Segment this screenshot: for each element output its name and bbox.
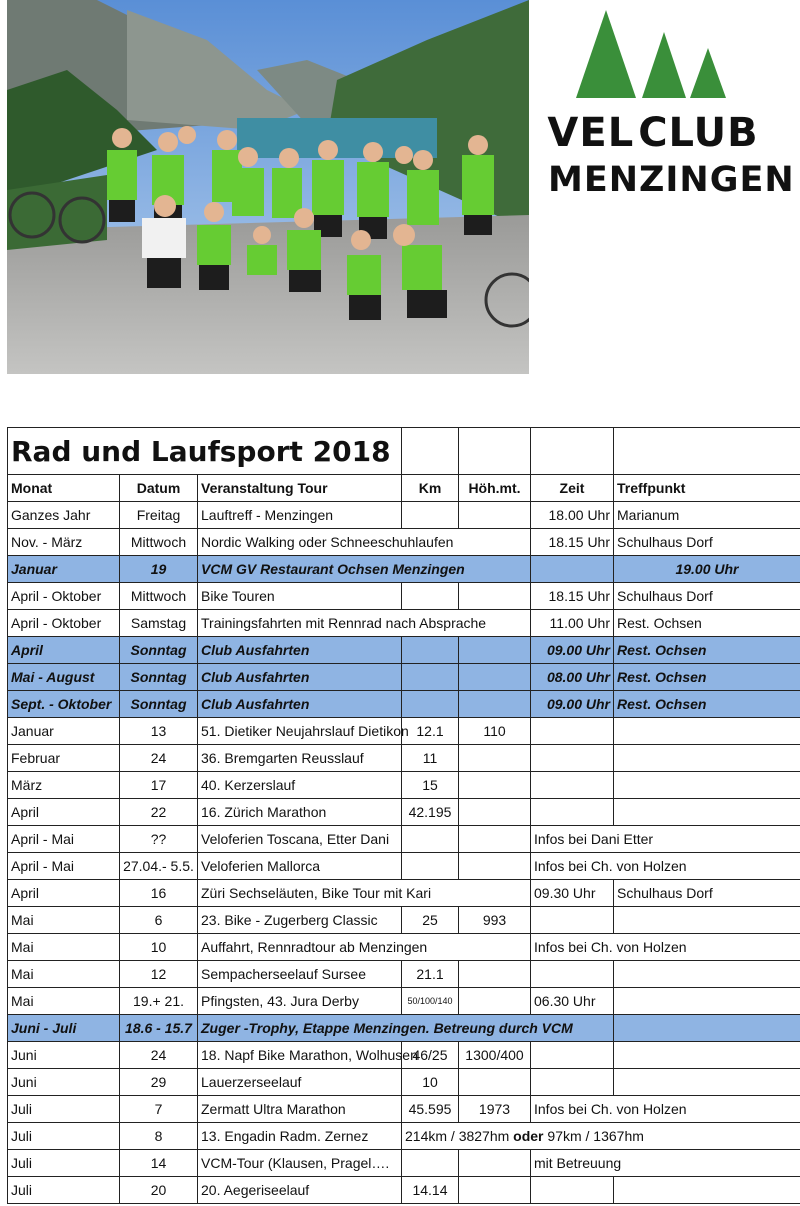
cell-info: Infos bei Ch. von Holzen	[531, 853, 800, 880]
cell-datum: 13	[120, 718, 198, 745]
table-title: Rad und Laufsport 2018	[8, 428, 402, 475]
cell-datum: 14	[120, 1150, 198, 1177]
cell-monat: Januar	[8, 718, 120, 745]
cell-hoehe	[459, 502, 531, 529]
cell-km: 10	[402, 1069, 459, 1096]
logo-line-1	[548, 110, 758, 156]
header-tour: Veranstaltung Tour	[198, 475, 402, 502]
cell-info: Infos bei Ch. von Holzen	[531, 934, 800, 961]
empty-cell	[614, 428, 800, 475]
cell-km	[402, 583, 459, 610]
cell-datum: 19.+ 21.	[120, 988, 198, 1015]
cell-datum: 20	[120, 1177, 198, 1204]
cell-treffpunkt: Rest. Ochsen	[614, 691, 800, 718]
cell-hoehe: 110	[459, 718, 531, 745]
cell-monat: April - Mai	[8, 826, 120, 853]
table-row-highlight	[8, 637, 800, 664]
cell-km: 14.14	[402, 1177, 459, 1204]
cell-zeit	[531, 799, 614, 826]
cell-hoehe: 1973	[459, 1096, 531, 1123]
cell-tour: Bike Touren	[198, 583, 402, 610]
cell-datum: 19	[120, 556, 198, 583]
cell-monat: Juli	[8, 1123, 120, 1150]
table-row	[8, 1123, 800, 1150]
cell-zeit	[531, 907, 614, 934]
cell-hoehe	[459, 1150, 531, 1177]
cell-hoehe	[459, 745, 531, 772]
logo-text-menzingen: MENZINGEN	[548, 160, 795, 200]
cell-treffpunkt: Rest. Ochsen	[614, 664, 800, 691]
cell-monat: Ganzes Jahr	[8, 502, 120, 529]
cell-monat: April	[8, 880, 120, 907]
empty-cell	[531, 428, 614, 475]
cell-tour: VCM GV Restaurant Ochsen Menzingen	[198, 556, 531, 583]
cell-datum: 27.04.- 5.5.	[120, 853, 198, 880]
cell-treffpunkt: Schulhaus Dorf	[614, 880, 800, 907]
cell-tour: 13. Engadin Radm. Zernez	[198, 1123, 402, 1150]
table-row	[8, 1096, 800, 1123]
tree-triangles-icon	[576, 10, 756, 98]
cell-tour: Pfingsten, 43. Jura Derby	[198, 988, 402, 1015]
cell-treffpunkt	[614, 907, 800, 934]
empty-cell	[402, 428, 459, 475]
header-hoehe: Höh.mt.	[459, 475, 531, 502]
cell-zeit: 06.30 Uhr	[531, 988, 614, 1015]
cell-monat: Mai	[8, 961, 120, 988]
cell-monat: Juni - Juli	[8, 1015, 120, 1042]
logo-text-club: CLUB	[638, 110, 759, 156]
cell-treffpunkt	[614, 1015, 800, 1042]
cell-datum: Mittwoch	[120, 583, 198, 610]
cell-zeit: 08.00 Uhr	[531, 664, 614, 691]
table-row	[8, 718, 800, 745]
cell-hoehe	[459, 664, 531, 691]
cell-datum: 8	[120, 1123, 198, 1150]
table-row	[8, 826, 800, 853]
cell-treffpunkt	[614, 718, 800, 745]
cell-treffpunkt	[614, 1177, 800, 1204]
cell-zeit: 18.15 Uhr	[531, 529, 614, 556]
cell-info: Infos bei Dani Etter	[531, 826, 800, 853]
cell-zeit: 09.30 Uhr	[531, 880, 614, 907]
cell-datum: 12	[120, 961, 198, 988]
cell-hoehe	[459, 988, 531, 1015]
cell-hoehe: 1300/400	[459, 1042, 531, 1069]
cell-tour: 20. Aegeriseelauf	[198, 1177, 402, 1204]
cell-tour: Veloferien Toscana, Etter Dani	[198, 826, 402, 853]
table-row	[8, 1042, 800, 1069]
cell-treffpunkt	[614, 772, 800, 799]
cell-km	[402, 1150, 459, 1177]
cell-km	[402, 691, 459, 718]
cell-tour: VCM-Tour (Klausen, Pragel….	[198, 1150, 402, 1177]
cell-zeit	[531, 1177, 614, 1204]
cell-datum: 24	[120, 1042, 198, 1069]
cell-monat: Juni	[8, 1069, 120, 1096]
cell-zeit	[531, 718, 614, 745]
cell-zeit: 11.00 Uhr	[531, 610, 614, 637]
header-zeit: Zeit	[531, 475, 614, 502]
cell-treffpunkt	[614, 745, 800, 772]
cell-datum: Sonntag	[120, 664, 198, 691]
cell-tour: 23. Bike - Zugerberg Classic	[198, 907, 402, 934]
cell-treffpunkt: Marianum	[614, 502, 800, 529]
cell-zeit	[531, 961, 614, 988]
cell-km: 11	[402, 745, 459, 772]
cell-datum: 18.6 - 15.7	[120, 1015, 198, 1042]
cell-datum: 29	[120, 1069, 198, 1096]
cell-tour: Club Ausfahrten	[198, 637, 402, 664]
cell-km: 25	[402, 907, 459, 934]
cell-monat: Mai	[8, 988, 120, 1015]
detail-short: 97km / 1367hm	[543, 1128, 644, 1144]
cell-zeit	[531, 772, 614, 799]
cell-tour: 51. Dietiker Neujahrslauf Dietikon	[198, 718, 402, 745]
cell-hoehe	[459, 1069, 531, 1096]
cell-datum: Samstag	[120, 610, 198, 637]
cell-zeit	[531, 1042, 614, 1069]
table-row-highlight	[8, 1015, 800, 1042]
cell-datum: 10	[120, 934, 198, 961]
table-row	[8, 1150, 800, 1177]
cell-km: 15	[402, 772, 459, 799]
table-row	[8, 799, 800, 826]
cell-km: 21.1	[402, 961, 459, 988]
cell-treffpunkt	[614, 799, 800, 826]
cell-detail	[402, 1123, 800, 1150]
detail-or: oder	[513, 1128, 544, 1144]
detail-long: 214km / 3827hm	[405, 1128, 514, 1144]
empty-cell	[459, 428, 531, 475]
cell-monat: Mai	[8, 907, 120, 934]
logo-text-vel: VEL	[547, 110, 635, 156]
cell-monat: April	[8, 799, 120, 826]
table-row-highlight	[8, 664, 800, 691]
cell-zeit: 18.00 Uhr	[531, 502, 614, 529]
table-row-highlight	[8, 556, 800, 583]
club-logo	[547, 10, 795, 200]
cell-treffpunkt: Rest. Ochsen	[614, 637, 800, 664]
cell-tour: Veloferien Mallorca	[198, 853, 402, 880]
cell-tour: Lauftreff - Menzingen	[198, 502, 402, 529]
cell-hoehe	[459, 799, 531, 826]
cell-monat: Juli	[8, 1096, 120, 1123]
cell-info: mit Betreuung	[531, 1150, 800, 1177]
cell-tour: 40. Kerzerslauf	[198, 772, 402, 799]
cell-zeit: 09.00 Uhr	[531, 691, 614, 718]
cell-monat: April - Oktober	[8, 583, 120, 610]
cell-monat: Juli	[8, 1177, 120, 1204]
cell-tour: Trainingsfahrten mit Rennrad nach Absprache	[198, 610, 531, 637]
table-row	[8, 961, 800, 988]
cell-km: 46/25	[402, 1042, 459, 1069]
cell-km: 50/100/140	[402, 988, 459, 1015]
cell-tour: Zuger -Trophy, Etappe Menzingen. Betreung durch VCM	[198, 1015, 614, 1042]
cell-datum: Sonntag	[120, 691, 198, 718]
table-row	[8, 880, 800, 907]
header-treffpunkt: Treffpunkt	[614, 475, 800, 502]
cell-tour: Zermatt Ultra Marathon	[198, 1096, 402, 1123]
cell-hoehe	[459, 691, 531, 718]
cell-datum: Mittwoch	[120, 529, 198, 556]
cell-monat: Sept. - Oktober	[8, 691, 120, 718]
cell-monat: Mai - August	[8, 664, 120, 691]
cell-hoehe	[459, 853, 531, 880]
cell-tour: Lauerzerseelauf	[198, 1069, 402, 1096]
cell-km	[402, 853, 459, 880]
cell-monat: April - Mai	[8, 853, 120, 880]
cell-treffpunkt: 19.00 Uhr	[614, 556, 800, 583]
table-row	[8, 529, 800, 556]
cell-km: 45.595	[402, 1096, 459, 1123]
header-row	[8, 475, 800, 502]
cell-km	[402, 664, 459, 691]
cell-monat: Januar	[8, 556, 120, 583]
cell-zeit	[531, 745, 614, 772]
cell-datum: 22	[120, 799, 198, 826]
cell-treffpunkt: Schulhaus Dorf	[614, 583, 800, 610]
group-photo	[7, 0, 529, 374]
table-row	[8, 1069, 800, 1096]
table-row	[8, 772, 800, 799]
header-km: Km	[402, 475, 459, 502]
cell-datum: 7	[120, 1096, 198, 1123]
cell-hoehe	[459, 637, 531, 664]
cell-km: 42.195	[402, 799, 459, 826]
cell-datum: 24	[120, 745, 198, 772]
cell-tour: Club Ausfahrten	[198, 691, 402, 718]
table-row	[8, 745, 800, 772]
cell-datum: ??	[120, 826, 198, 853]
table-row	[8, 1177, 800, 1204]
cell-tour: 18. Napf Bike Marathon, Wolhusen	[198, 1042, 402, 1069]
header-monat: Monat	[8, 475, 120, 502]
cell-monat: März	[8, 772, 120, 799]
table-row	[8, 934, 800, 961]
cell-tour: Züri Sechseläuten, Bike Tour mit Kari	[198, 880, 531, 907]
cell-datum: Sonntag	[120, 637, 198, 664]
table-row	[8, 907, 800, 934]
table-row	[8, 583, 800, 610]
cell-tour: 16. Zürich Marathon	[198, 799, 402, 826]
cell-zeit: 09.00 Uhr	[531, 637, 614, 664]
cell-monat: Nov. - März	[8, 529, 120, 556]
cell-tour: Club Ausfahrten	[198, 664, 402, 691]
cell-info: Infos bei Ch. von Holzen	[531, 1096, 800, 1123]
cell-datum: Freitag	[120, 502, 198, 529]
table-row	[8, 988, 800, 1015]
cell-treffpunkt: Rest. Ochsen	[614, 610, 800, 637]
schedule-table	[7, 427, 800, 1204]
cell-hoehe	[459, 1177, 531, 1204]
cell-tour: Auffahrt, Rennradtour ab Menzingen	[198, 934, 531, 961]
cell-km	[402, 637, 459, 664]
cell-datum: 6	[120, 907, 198, 934]
cell-monat: April	[8, 637, 120, 664]
cell-hoehe	[459, 961, 531, 988]
cell-km: 12.1	[402, 718, 459, 745]
cell-zeit	[531, 1069, 614, 1096]
cell-hoehe: 993	[459, 907, 531, 934]
cell-treffpunkt	[614, 961, 800, 988]
header-datum: Datum	[120, 475, 198, 502]
cell-monat: Mai	[8, 934, 120, 961]
cell-tour: Sempacherseelauf Sursee	[198, 961, 402, 988]
cell-km	[402, 826, 459, 853]
table-row	[8, 853, 800, 880]
table-row	[8, 610, 800, 637]
cell-tour: 36. Bremgarten Reusslauf	[198, 745, 402, 772]
group-cyclists-photo-icon	[7, 0, 529, 374]
cell-monat: Juli	[8, 1150, 120, 1177]
cell-tour: Nordic Walking oder Schneeschuhlaufen	[198, 529, 531, 556]
cell-datum: 16	[120, 880, 198, 907]
cell-treffpunkt: Schulhaus Dorf	[614, 529, 800, 556]
cell-treffpunkt	[614, 1042, 800, 1069]
cell-treffpunkt	[614, 1069, 800, 1096]
cell-zeit	[531, 556, 614, 583]
table-row	[8, 502, 800, 529]
cell-hoehe	[459, 772, 531, 799]
cell-hoehe	[459, 583, 531, 610]
cell-zeit: 18.15 Uhr	[531, 583, 614, 610]
cell-monat: April - Oktober	[8, 610, 120, 637]
cell-monat: Februar	[8, 745, 120, 772]
table-row-highlight	[8, 691, 800, 718]
cell-datum: 17	[120, 772, 198, 799]
cell-monat: Juni	[8, 1042, 120, 1069]
title-row	[8, 428, 800, 475]
cell-km	[402, 502, 459, 529]
cell-hoehe	[459, 826, 531, 853]
cell-treffpunkt	[614, 988, 800, 1015]
